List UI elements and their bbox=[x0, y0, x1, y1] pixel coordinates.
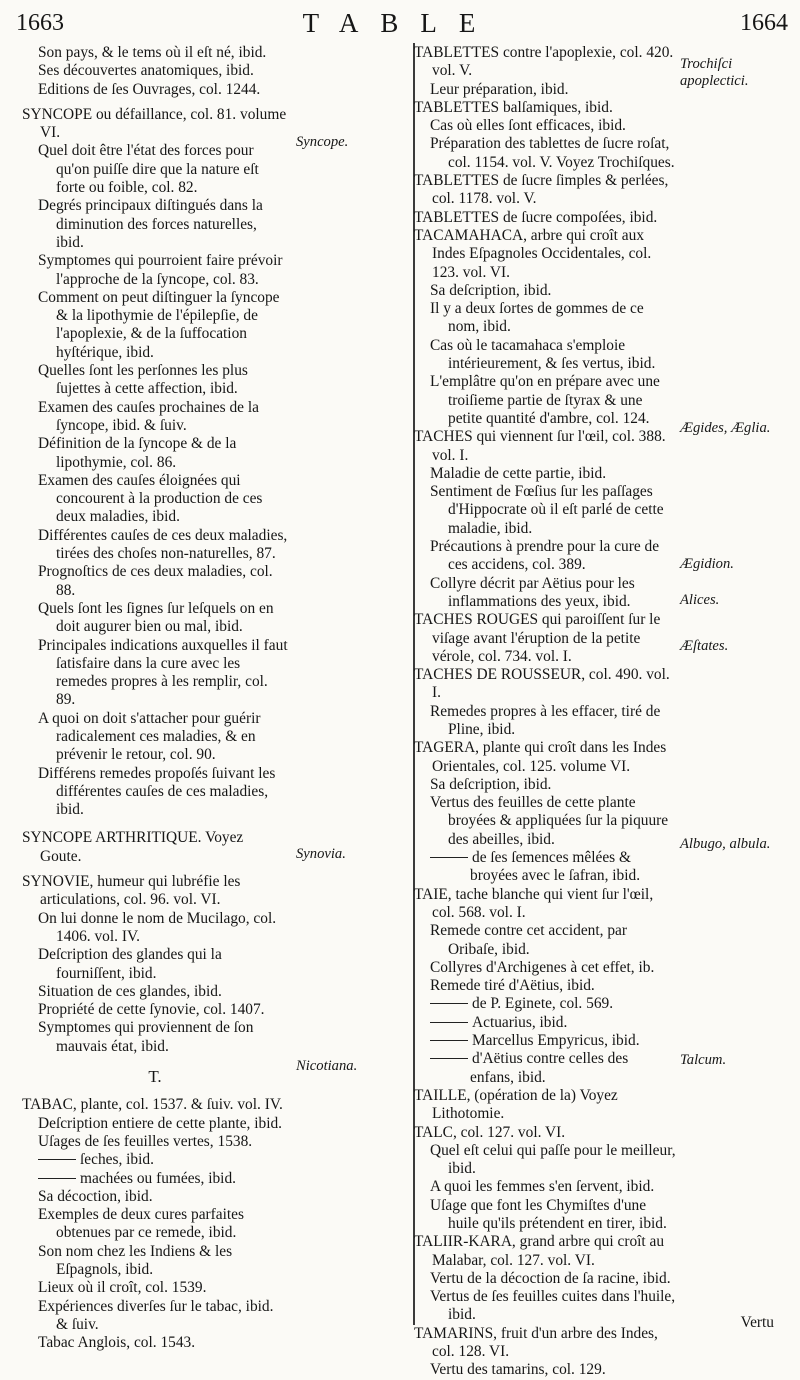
index-entry-text: Vertu de la décoction de ſa racine, ibid. bbox=[430, 1269, 671, 1287]
index-entry bbox=[22, 106, 288, 143]
index-entry bbox=[22, 399, 288, 436]
index-entry bbox=[414, 1325, 676, 1362]
index-entry bbox=[22, 1068, 288, 1086]
index-entry-text: TAMARINS, fruit d'un arbre des Indes, col. 128. VI. bbox=[414, 1324, 658, 1361]
index-entry-text: Propriété de cette ſynovie, col. 1407. bbox=[38, 1001, 265, 1019]
index-entry-text: Différens remedes propoſés ſuivant les différentes cauſes de ces maladies, ibid. bbox=[38, 764, 276, 819]
index-entry bbox=[22, 1096, 288, 1114]
margin-note-right: Ægides, Æglia. bbox=[680, 420, 771, 436]
index-entry-text: Vertu des tamarins, col. 129. bbox=[430, 1361, 606, 1379]
index-entry-text: de ſes ſemences mêlées & broyées avec le ſafran, ibid. bbox=[470, 849, 641, 885]
index-entry-text: Sa deſcription, ibid. bbox=[430, 775, 552, 793]
index-entry-text: TABLETTES balſamiques, ibid. bbox=[414, 98, 613, 116]
index-entry bbox=[414, 483, 676, 538]
index-entry-text: Vertus de ſes feuilles cuites dans l'huile, ibid. bbox=[430, 1288, 676, 1324]
index-entry bbox=[414, 300, 676, 337]
index-entry bbox=[22, 44, 288, 62]
index-entry-text: Maladie de cette partie, ibid. bbox=[430, 464, 607, 482]
index-entry-text: Quelles ſont les perſonnes les plus ſujettes à cette affection, ibid. bbox=[38, 362, 248, 398]
index-entry bbox=[22, 362, 288, 399]
index-entry bbox=[22, 1115, 288, 1133]
index-entry bbox=[414, 1361, 676, 1379]
index-entry bbox=[414, 135, 676, 172]
index-entry-text: Exemples de deux cures parfaites obtenues par ce remede, ibid. bbox=[38, 1206, 244, 1242]
index-entry bbox=[414, 337, 676, 374]
index-entry bbox=[22, 637, 288, 710]
index-entry bbox=[414, 1197, 676, 1234]
index-entry bbox=[22, 252, 288, 289]
index-entry-text: Actuarius, ibid. bbox=[472, 1013, 568, 1031]
margin-note-right: Talcum. bbox=[680, 1052, 727, 1068]
index-entry bbox=[414, 282, 676, 300]
page-number-left: 1663 bbox=[16, 10, 64, 36]
index-entry bbox=[22, 1188, 288, 1206]
index-entry-text: TABAC, plante, col. 1537. & ſuiv. vol. IV. bbox=[22, 1096, 283, 1114]
index-entry-text: ſeches, ibid. bbox=[80, 1151, 154, 1169]
index-entry-text: TACHES qui viennent ſur l'œil, col. 388. vol. I. bbox=[414, 428, 666, 464]
index-entry-text: TAILLE, (opération de la) Voyez Lithotomie. bbox=[414, 1086, 618, 1123]
index-entry-text: Marcellus Empyricus, ibid. bbox=[472, 1032, 640, 1050]
margin-note-left: Syncope. bbox=[296, 134, 349, 150]
index-entry-text: TALC, col. 127. vol. VI. bbox=[414, 1123, 566, 1141]
index-entry bbox=[22, 527, 288, 564]
index-entry-text: TAIE, tache blanche qui vient ſur l'œil, col. 568. vol. I. bbox=[414, 885, 654, 921]
ditto-dash bbox=[430, 1022, 468, 1023]
index-entry-text: Quels ſont les ſignes ſur leſquels on en doit augurer bien ou mal, ibid. bbox=[38, 599, 274, 636]
index-entry bbox=[22, 472, 288, 527]
index-entry-text: A quoi les femmes s'en ſervent, ibid. bbox=[430, 1178, 655, 1196]
index-entry-text: Tabac Anglois, col. 1543. bbox=[38, 1334, 196, 1352]
margin-note-right: Æſtates. bbox=[680, 638, 729, 654]
index-entry-text: Expériences diverſes ſur le tabac, ibid. & ſuiv. bbox=[38, 1297, 274, 1333]
index-entry bbox=[414, 1087, 676, 1124]
index-entry-text: TABLETTES de ſucre compoſées, ibid. bbox=[414, 208, 658, 226]
index-entry bbox=[22, 983, 288, 1001]
margin-note-left: Synovia. bbox=[296, 846, 346, 862]
index-entry bbox=[22, 1279, 288, 1297]
index-entry-text: Deſcription entiere de cette plante, ibid. bbox=[38, 1114, 283, 1132]
index-entry-text: Principales indications auxquelles il faut ſatisfaire dans la cure avec les remedes propres à les remplir, col. 89. bbox=[38, 636, 288, 709]
index-entry-text: Comment on peut diſtinguer la ſyncope & la lipothymie de l'épilepſie, de l'apoplexie, & de la ſuffocation hyſtérique, ibid. bbox=[38, 288, 280, 361]
index-entry-text: Précautions à prendre pour la cure de ces accidens, col. 389. bbox=[430, 538, 660, 574]
index-entry bbox=[22, 710, 288, 765]
index-entry bbox=[414, 703, 676, 740]
index-entry-text: Remede tiré d'Aëtius, ibid. bbox=[430, 977, 595, 995]
index-entry bbox=[414, 575, 676, 612]
index-entry bbox=[22, 1133, 288, 1151]
index-entry bbox=[414, 1270, 676, 1288]
index-entry bbox=[414, 849, 676, 886]
index-entry bbox=[414, 1050, 676, 1087]
index-entry-text: machées ou fumées, ibid. bbox=[80, 1169, 236, 1187]
index-entry bbox=[414, 428, 676, 465]
index-entry bbox=[414, 99, 676, 117]
index-entry bbox=[414, 1288, 676, 1325]
index-entry-text: Son nom chez les Indiens & les Eſpagnols, ibid. bbox=[38, 1242, 233, 1278]
index-entry bbox=[22, 563, 288, 600]
index-entry bbox=[414, 117, 676, 135]
index-entry bbox=[414, 1124, 676, 1142]
index-entry bbox=[414, 995, 676, 1013]
index-entry-text: Deſcription des glandes qui la fourniſſent, ibid. bbox=[38, 946, 222, 982]
index-entry bbox=[22, 62, 288, 80]
index-entry bbox=[414, 739, 676, 776]
index-entry-text: Situation de ces glandes, ibid. bbox=[38, 982, 222, 1000]
index-entry bbox=[22, 946, 288, 983]
index-entry-text: Quel eſt celui qui paſſe pour le meilleur, ibid. bbox=[430, 1141, 676, 1178]
left-column bbox=[22, 44, 288, 1352]
index-entry bbox=[414, 465, 676, 483]
index-entry bbox=[22, 81, 288, 99]
ditto-dash bbox=[430, 1040, 468, 1041]
index-entry bbox=[22, 289, 288, 362]
index-entry bbox=[22, 829, 288, 866]
margin-note-right: Trochiſci apoplectici. bbox=[680, 56, 749, 89]
margin-note-left: Nicotiana. bbox=[296, 1058, 358, 1074]
index-entry bbox=[22, 142, 288, 197]
index-entry bbox=[22, 1298, 288, 1335]
index-entry bbox=[414, 373, 676, 428]
index-entry-text: Remede contre cet accident, par Oribaſe, ibid. bbox=[430, 922, 627, 958]
index-entry-text: de P. Eginete, col. 569. bbox=[472, 995, 614, 1013]
index-entry-text: Son pays, & le tems où il eſt né, ibid. bbox=[38, 44, 267, 61]
index-entry bbox=[22, 600, 288, 637]
index-entry-text: Différentes cauſes de ces deux maladies, tirées des choſes non-naturelles, 87. bbox=[38, 526, 288, 563]
index-entry-text: TACHES DE ROUSSEUR, col. 490. vol. I. bbox=[414, 666, 670, 702]
index-entry-text: Examen des cauſes prochaines de la ſyncope, ibid. & ſuiv. bbox=[38, 398, 259, 434]
ditto-dash bbox=[430, 1003, 468, 1004]
index-entry-text: Sa décoction, ibid. bbox=[38, 1187, 153, 1205]
index-entry-text: Degrés principaux diſtingués dans la diminution des forces naturelles, ibid. bbox=[38, 197, 263, 251]
index-entry bbox=[22, 1001, 288, 1019]
index-entry bbox=[414, 886, 676, 923]
page-title: TABLE bbox=[302, 8, 498, 38]
index-entry-text: T. bbox=[148, 1067, 162, 1087]
index-entry bbox=[414, 977, 676, 995]
index-entry bbox=[414, 44, 676, 81]
index-entry-text: Cas où le tacamahaca s'emploie intérieurement, & ſes vertus, ibid. bbox=[430, 336, 656, 373]
index-entry bbox=[414, 227, 676, 282]
index-entry bbox=[414, 81, 676, 99]
index-entry bbox=[414, 611, 676, 666]
index-entry bbox=[414, 1233, 676, 1270]
index-entry bbox=[414, 538, 676, 575]
index-entry-text: Remedes propres à les effacer, tiré de Pline, ibid. bbox=[430, 702, 661, 738]
index-entry-text: Lieux où il croît, col. 1539. bbox=[38, 1279, 207, 1297]
index-entry bbox=[414, 959, 676, 977]
index-entry bbox=[22, 1243, 288, 1280]
index-entry-text: Collyre décrit par Aëtius pour les inflammations des yeux, ibid. bbox=[430, 574, 635, 610]
ditto-dash bbox=[38, 1178, 76, 1179]
index-entry-text: Symptomes qui pourroient faire prévoir l'approche de la ſyncope, col. 83. bbox=[38, 252, 283, 288]
index-entry bbox=[22, 1019, 288, 1056]
ditto-dash bbox=[38, 1159, 76, 1160]
page-number-right: 1664 bbox=[740, 10, 788, 36]
ditto-dash bbox=[430, 1058, 468, 1059]
index-entry bbox=[22, 1206, 288, 1243]
index-entry bbox=[414, 794, 676, 849]
index-entry-text: TABLETTES contre l'apoplexie, col. 420. vol. V. bbox=[414, 44, 674, 80]
index-entry-text: SYNOVIE, humeur qui lubréfie les articulations, col. 96. vol. VI. bbox=[22, 873, 241, 909]
index-entry-text: TACAMAHACA, arbre qui croît aux Indes Eſpagnoles Occidentales, col. 123. vol. VI. bbox=[414, 226, 652, 281]
ditto-dash bbox=[430, 857, 468, 858]
index-entry bbox=[414, 1014, 676, 1032]
index-entry bbox=[414, 1032, 676, 1050]
index-entry bbox=[22, 435, 288, 472]
right-column bbox=[414, 44, 676, 1380]
index-entry-text: SYNCOPE ARTHRITIQUE. Voyez Goute. bbox=[22, 829, 244, 865]
index-entry-text: Examen des cauſes éloignées qui concourent à la production de ces deux maladies, ibid. bbox=[38, 471, 263, 526]
index-entry bbox=[22, 197, 288, 252]
index-entry-text: SYNCOPE ou défaillance, col. 81. volume VI. bbox=[22, 105, 287, 142]
index-entry bbox=[22, 873, 288, 910]
index-entry bbox=[22, 1170, 288, 1188]
margin-note-right: Albugo, albula. bbox=[680, 836, 771, 852]
margin-note-right: Ægidion. bbox=[680, 556, 734, 572]
index-entry-text: TABLETTES de ſucre ſimples & perlées, col. 1178. vol. V. bbox=[414, 172, 669, 208]
index-entry bbox=[22, 1151, 288, 1169]
index-entry-text: TAGERA, plante qui croît dans les Indes Orientales, col. 125. volume VI. bbox=[414, 739, 667, 775]
index-entry-text: Prognoſtics de ces deux maladies, col. 88. bbox=[38, 563, 273, 599]
index-entry-text: Définition de la ſyncope & de la lipothymie, col. 86. bbox=[38, 435, 237, 471]
index-entry-text: L'emplâtre qu'on en prépare avec une troiſieme partie de ſtyrax & une petite quantité d'ambre, col. 124. bbox=[430, 373, 660, 427]
index-entry bbox=[414, 776, 676, 794]
index-entry-text: Symptomes qui proviennent de ſon mauvais état, ibid. bbox=[38, 1019, 254, 1055]
index-entry-text: Leur préparation, ibid. bbox=[430, 80, 569, 98]
index-entry bbox=[414, 172, 676, 209]
index-entry bbox=[414, 1178, 676, 1196]
index-entry bbox=[414, 666, 676, 703]
index-entry-text: Sa deſcription, ibid. bbox=[430, 281, 552, 299]
index-entry-text: Ses découvertes anatomiques, ibid. bbox=[38, 62, 254, 80]
index-entry-text: TACHES ROUGES qui paroiſſent ſur le viſage avant l'éruption de la petite vérole, col. 734. vol. I. bbox=[414, 611, 661, 665]
index-entry-text: Sentiment de Fœſius ſur les paſſages d'Hippocrate où il eſt parlé de cette maladie, ibid. bbox=[430, 483, 664, 537]
index-entry-text: Uſages de ſes feuilles vertes, 1538. bbox=[38, 1132, 253, 1150]
catchword: Vertu bbox=[740, 1314, 774, 1331]
index-entry-text: Vertus des feuilles de cette plante broyées & appliquées ſur la piquure des abeilles, ibid. bbox=[430, 794, 669, 848]
index-entry-text: d'Aëtius contre celles des enfans, ibid. bbox=[470, 1050, 629, 1086]
index-entry bbox=[22, 1334, 288, 1352]
index-entry bbox=[22, 910, 288, 947]
index-entry-text: Uſage que font les Chymiſtes d'une huile qu'ils prétendent en tirer, ibid. bbox=[430, 1196, 667, 1232]
index-entry-text: Collyres d'Archigenes à cet effet, ib. bbox=[430, 958, 655, 976]
index-entry-text: TALIIR-KARA, grand arbre qui croît au Malabar, col. 127. vol. VI. bbox=[414, 1233, 665, 1269]
index-entry-text: On lui donne le nom de Mucilago, col. 1406. vol. IV. bbox=[38, 909, 277, 945]
index-entry bbox=[414, 922, 676, 959]
index-entry-text: Editions de ſes Ouvrages, col. 1244. bbox=[38, 80, 261, 98]
index-entry-text: Cas où elles ſont efficaces, ibid. bbox=[430, 117, 626, 135]
index-entry-text: A quoi on doit s'attacher pour guérir radicalement ces maladies, & en prévenir le retour, col. 90. bbox=[38, 709, 261, 764]
index-entry bbox=[414, 1142, 676, 1179]
index-entry-text: Quel doit être l'état des forces pour qu'on puiſſe dire que la nature eſt forte ou foible, col. 82. bbox=[38, 142, 259, 197]
index-entry-text: Il y a deux ſortes de gommes de ce nom, ibid. bbox=[430, 300, 644, 336]
index-entry bbox=[414, 209, 676, 227]
index-entry bbox=[22, 765, 288, 820]
margin-note-right: Alices. bbox=[680, 592, 720, 608]
index-entry-text: Préparation des tablettes de ſucre roſat, col. 1154. vol. V. Voyez Trochiſques. bbox=[430, 135, 675, 171]
